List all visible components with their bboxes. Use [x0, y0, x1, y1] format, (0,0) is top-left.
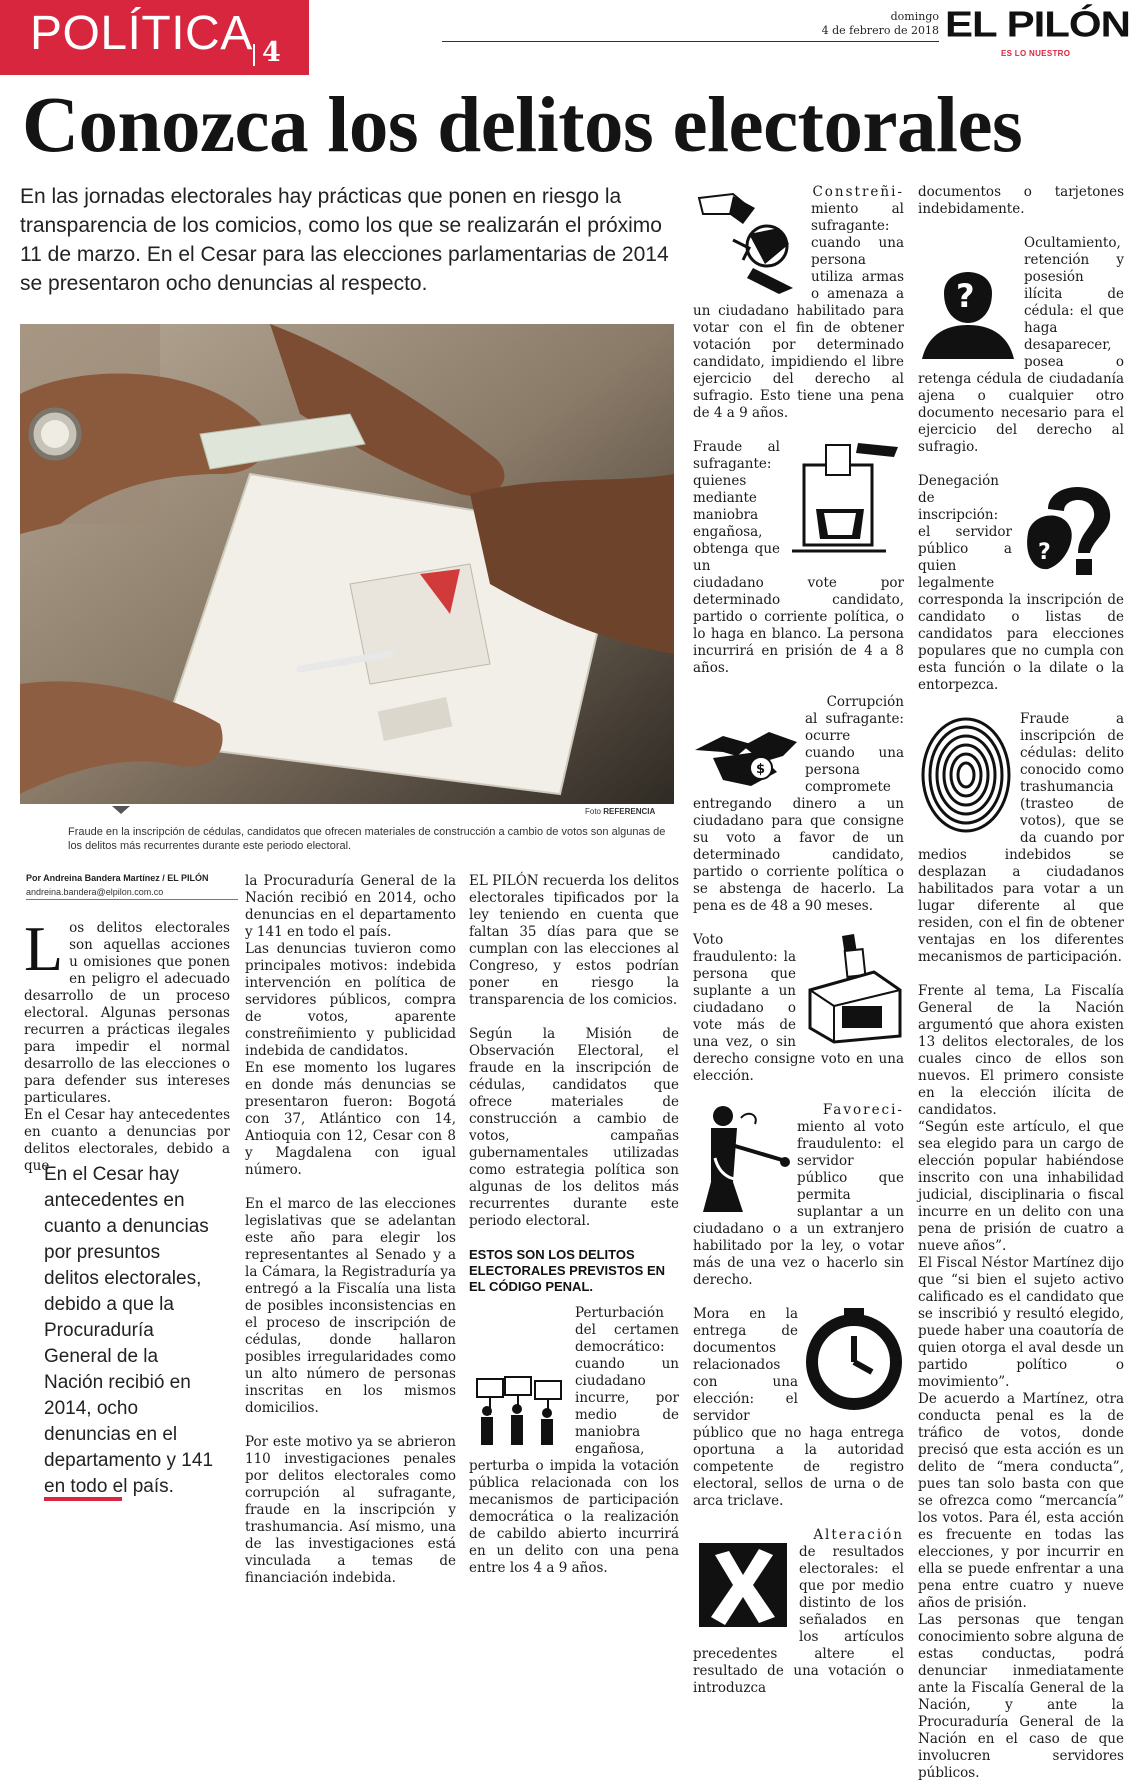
section-divider [253, 44, 255, 66]
ballot-box-icon [802, 932, 904, 1044]
logo-tagline: ES LO NUESTRO [1001, 49, 1071, 58]
svg-text:?: ? [956, 277, 975, 315]
photo-credit-prefix: Foto [585, 807, 602, 816]
col2-paragraph-3: En ese momento los lugares en donde más denuncias se presentaron fueron: Bogotá con 37, Atlántico con 14, Antioquia con 12, Cesar con 8 y Magdalena con igual número. [245, 1060, 456, 1178]
caption-pointer-icon [112, 806, 130, 814]
header-rule [442, 41, 939, 42]
photo-illustration [20, 324, 674, 804]
crime-item-5: Favoreci- miento al voto fraudulento: el servidor público que permita suplantar a un ciudadano o a un extranjero habilitado por la ley, o votar más de una vez o hacerlo sin derecho. [693, 1102, 904, 1288]
clock-icon [804, 1306, 904, 1410]
col5-paragraph-5: Las personas que tengan conocimiento sobre alguna de estas conductas, podrá denunciar inmediatamente ante la Fiscalía General de la Nación, y ante la Procuraduría General de la Nación en el caso de que involucren servidores públicos. [918, 1612, 1124, 1781]
col1-paragraph-2: En el Cesar hay antecedentes en cuanto a denuncias por delitos electorales, debido a que [24, 1107, 230, 1174]
byline-email: andreina.bandera@elpilon.com.co [26, 887, 164, 897]
ballot-fraud-icon [786, 439, 904, 559]
logo-wordmark: EL PILÓN [945, 4, 1130, 45]
headline: Conozca los delitos electorales [22, 82, 1023, 169]
lede: En las jornadas electorales hay prácticas que ponen en riesgo la transparencia de los comicios, como los que se realizarán el próximo 11 de marzo. En el Cesar para las elecciones parlamentarias de 2014 se presentaron ocho denuncias al respecto. [20, 185, 669, 295]
svg-text:?: ? [1038, 540, 1051, 565]
byline-rule [26, 899, 238, 900]
crime-item-10: Fraude a inscripción de cédulas: delito conocido como trashumancia (trasteo de votos), que se da cuando por medios indebidos se desplazan a ciudadanos habilitados para votar a un lugar diferente al que residen, con el fin de obtener ventajas en los diferentes mecanismos de participación. [918, 711, 1124, 965]
col5-paragraph-2: “Según este artículo, el que sea elegido para un cargo de elección popular habiéndose inscrito con una inhabilidad judicial, disciplinaria o fiscal incurre en un delito con una pena de prisión de cuatro a nueve años”. [918, 1119, 1124, 1254]
col3-paragraph-2: Según la Misión de Observación Electoral, el fraude en la inscripción de cédulas, candidatos que ofrece materiales de construcción a cambio de votos, campañas gubernamentales utilizadas como estrategia política son algunas de los delitos más recurrentes durante este periodo electoral. [469, 1026, 679, 1229]
section-subhead: ESTOS SON LOS DELITOS ELECTORALES PREVISTOS EN EL CÓDIGO PENAL. [469, 1247, 666, 1294]
cross-mark-icon [693, 1539, 793, 1631]
crime-item-7: Alteración de resultados electorales: el que por medio distinto de los señalados en los artículos precedentes altere el resultado de una votación o introduzca [693, 1527, 904, 1696]
col2-paragraph-5: Por este motivo ya se abrieron 110 investigaciones penales por delitos electorales como corrupción al sufragante, fraude en la inscripción y trashumancia. Así mismo, una de las investigaciones está vinculada a temas de financiación indebida. [245, 1434, 456, 1586]
byline: Por Andreina Bandera Martínez / EL PILÓN [26, 873, 209, 883]
col3-paragraph-3: Perturbación del certamen democrático: cuando un ciudadano incurre, por medio de maniobra engañosa, perturba o impida la votación pública relacionada con los mecanismos de participación democrática o la realización de cabildo abierto incurrirá en un delito con una pena entre los 4 a 9 años. [469, 1305, 679, 1576]
col1-paragraph-1: Los delitos electorales son aquellas acciones u omisiones que ponen en peligro el adecuado desarrollo de un proceso electoral. Algunas personas recurren a prácticas ilegales para impedir el normal desarrollo de las elecciones o para defender sus intereses particulares. [24, 913, 230, 1106]
section-tag [0, 0, 309, 75]
col5-paragraph-1: Frente al tema, La Fiscalía General de la Nación argumentó que ahora existen 13 delitos electorales, de los cuales cinco de ellos son nuevos. El primero consiste en la elección ilícita de candidatos. [918, 983, 1124, 1118]
crime-item-4: Voto fraudulento: la persona que suplante a un ciudadano o vote más de una vez, o sin derecho consigne voto en una elección. [693, 932, 904, 1084]
col2-paragraph-2: Las denuncias tuvieron como principales motivos: indebida intervención en política de servidores públicos, compra de votos, aparente constreñimiento y publicidad indebida de candidatos. [245, 941, 456, 1059]
col5-paragraph-4: De acuerdo a Martínez, otra conducta penal es la de tráfico de votos, donde precisó que esta acción es un delito de “mera conducta”, pues tan solo basta con que se ofrezca como “mercancía” los votos. Para él, esta acción es frecuente en todas las elecciones, y por incurrir en ella se puede enfrentar a una pena entre cuatro y nueve años de prisión. [918, 1391, 1124, 1611]
photo-caption: Fraude en la inscripción de cédulas, candidatos que ofrecen materiales de construcción a cambio de votos son algunas de los delitos más recurrentes durante este periodo electoral. [68, 826, 666, 852]
column-4 [693, 184, 904, 1697]
dateline-day: domingo [890, 10, 939, 23]
photo-credit [585, 807, 655, 816]
col3-paragraph-1: EL PILÓN recuerda los delitos electorales tipificados por la ley teniendo en cuenta que faltan 35 días para que se cumplan con las elecciones al Congreso, y estos podrían poner en riesgo la transparencia de los comicios. [469, 873, 679, 1008]
column-1 [24, 913, 230, 1175]
crime-item-8: ? Ocultamiento, retención y posesión ilícita de cédula: el que haga desaparecer, posea o retenga cédula de ciudadanía ajena o cualquier otro documento necesario para el ejercicio del derecho al sufragio. [918, 235, 1124, 455]
crime-item-6: Mora en la entrega de documentos relacionados con una elección: el servidor público que no haga entrega oportuna a la autoridad competente de registro electoral, sellos de urna o de arca triclave. [693, 1306, 904, 1509]
article-photo [20, 324, 674, 804]
official-figure-icon [693, 1102, 791, 1216]
column-3 [469, 873, 679, 1577]
dropcap: L [24, 913, 64, 984]
col2-paragraph-1: la Procuraduría General de la Nación recibió en 2014, ocho denuncias en el departamento y 141 en todo el país. [245, 873, 456, 940]
column-2 [245, 873, 456, 1587]
section-name: POLÍTICA [30, 7, 253, 60]
dateline [822, 10, 939, 38]
fingerprint-icon [918, 715, 1014, 835]
pull-quote: En el Cesar hay antecedentes en cuanto a denuncias por presuntos delitos electorales, debido a que la Procuraduría General de la Nación recibió en 2014, ocho denuncias en el departamento y 141 en todo el país. [44, 1164, 214, 1497]
page-number: 4 [262, 37, 281, 68]
col5-paragraph-3: El Fiscal Néstor Martínez dijo que “si bien el sujeto activo calificado es el candidato que se inscribió y resultó elegido, puede haber una coautoría de quien otorga el aval desde un partido político o movimiento”. [918, 1255, 1124, 1390]
col5-continuation: documentos o tarjetones indebidamente. [918, 184, 1124, 217]
photo-credit-source: REFERENCIA [603, 807, 656, 816]
crime-item-2: Fraude al sufragante: quienes mediante maniobra engañosa, obtenga que un ciudadano vote por determinado candidato, partido o corriente política, o lo haga en blanco. La persona incurrirá en prisión de 4 a 8 años. [693, 439, 904, 676]
dateline-date: 4 de febrero de 2018 [821, 24, 939, 37]
anonymous-person-icon [918, 253, 1018, 359]
question-head-icon [1018, 473, 1124, 585]
crime-item-9: ? Denegación de inscripción: el servidor público a quien legalmente corresponda la inscripción de candidato o listas de candidatos para elecciones populares que no cumpla con esta función o la dilate o la entorpezca. [918, 473, 1124, 693]
crime-item-3: $ Corrupción al sufragante: ocurre cuando una persona compromete entregando dinero a un ciudadano para que consigne su voto a favor de un determinado candidato, partido o corriente política o se abstenga de hacerlo. La pena es de 48 a 90 meses. [693, 694, 904, 914]
column-5 [918, 184, 1124, 1782]
col2-paragraph-4: En el marco de las elecciones legislativas que se adelantan este año para elegir los representantes al Senado y a la Cámara, la Registraduría ya entregó a la Fiscalía una lista de posibles inconsistencias en el proceso de inscripción de cédulas, donde hallaron posibles irregularidades como un alto número de personas inscritas en los mismos domicilios. [245, 1196, 456, 1416]
bribe-handshake-icon [693, 722, 799, 792]
threat-icon [693, 184, 805, 296]
protest-icon [469, 1375, 569, 1447]
newspaper-logo [945, 4, 1130, 58]
pull-quote-rule [44, 1497, 122, 1501]
crime-item-1: Constreñi- miento al sufragante: cuando una persona utiliza armas o amenaza a un ciudadano habilitado para votar con el fin de obtener votación por determinado candidato, impidiendo el libre ejercicio del derecho al sufragio. Esto tiene una pena de 4 a 9 años. [693, 184, 904, 421]
svg-text:$: $ [756, 762, 766, 777]
